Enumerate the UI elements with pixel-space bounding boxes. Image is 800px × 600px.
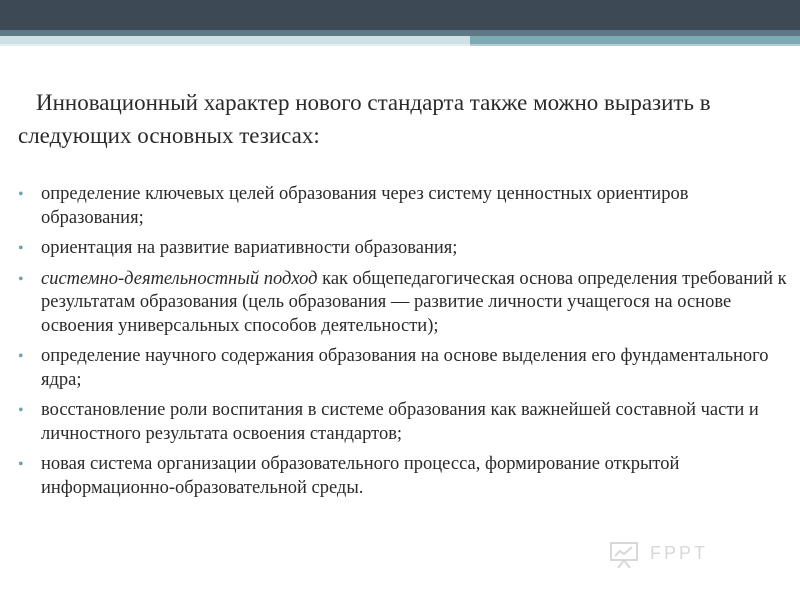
list-item xyxy=(18,183,795,230)
list-item-emphasis: системно-деятельностный подход xyxy=(41,268,318,289)
bullet-icon: • xyxy=(18,186,24,203)
accent-line-highlight xyxy=(470,44,800,46)
bullet-icon: • xyxy=(18,402,24,419)
list-item xyxy=(18,237,795,261)
list-item-text xyxy=(41,269,787,336)
list-item-rest: как общепедагогическая основа определения требований к результатам образования (цель образования — развитие личности учащегося на основе освоения универсальных способов деятельности); xyxy=(41,268,787,336)
watermark xyxy=(608,540,778,570)
list-item-text: новая система организации образовательного процесса, формирование открытой информационно-образовательной среды. xyxy=(41,454,680,498)
bullet-icon: • xyxy=(18,240,24,257)
accent-line xyxy=(0,44,800,46)
list-item xyxy=(18,345,795,392)
list-item-text: определение научного содержания образования на основе выделения его фундаментального ядра; xyxy=(41,346,769,390)
list-item xyxy=(18,453,795,500)
theses-list xyxy=(18,183,795,507)
presentation-board-icon xyxy=(608,540,642,570)
list-item xyxy=(18,268,795,339)
bullet-icon: • xyxy=(18,348,24,365)
bullet-icon: • xyxy=(18,270,24,288)
watermark-text: FPPT xyxy=(650,543,709,563)
bullet-icon: • xyxy=(18,456,24,473)
list-item-text: восстановление роли воспитания в системе образования как важнейшей составной части и личностного результата освоения стандартов; xyxy=(41,400,759,444)
slide-title-text: Инновационный характер нового стандарта также можно выразить в следующих основных тезисах: xyxy=(18,90,711,148)
accent-strip xyxy=(0,36,800,44)
list-item xyxy=(18,399,795,446)
header-band xyxy=(0,0,800,36)
slide-title xyxy=(18,86,778,152)
list-item-text: ориентация на развитие вариативности образования; xyxy=(41,238,458,258)
list-item-text: определение ключевых целей образования через систему ценностных ориентиров образования; xyxy=(41,184,689,228)
accent-strip-highlight xyxy=(470,36,800,44)
